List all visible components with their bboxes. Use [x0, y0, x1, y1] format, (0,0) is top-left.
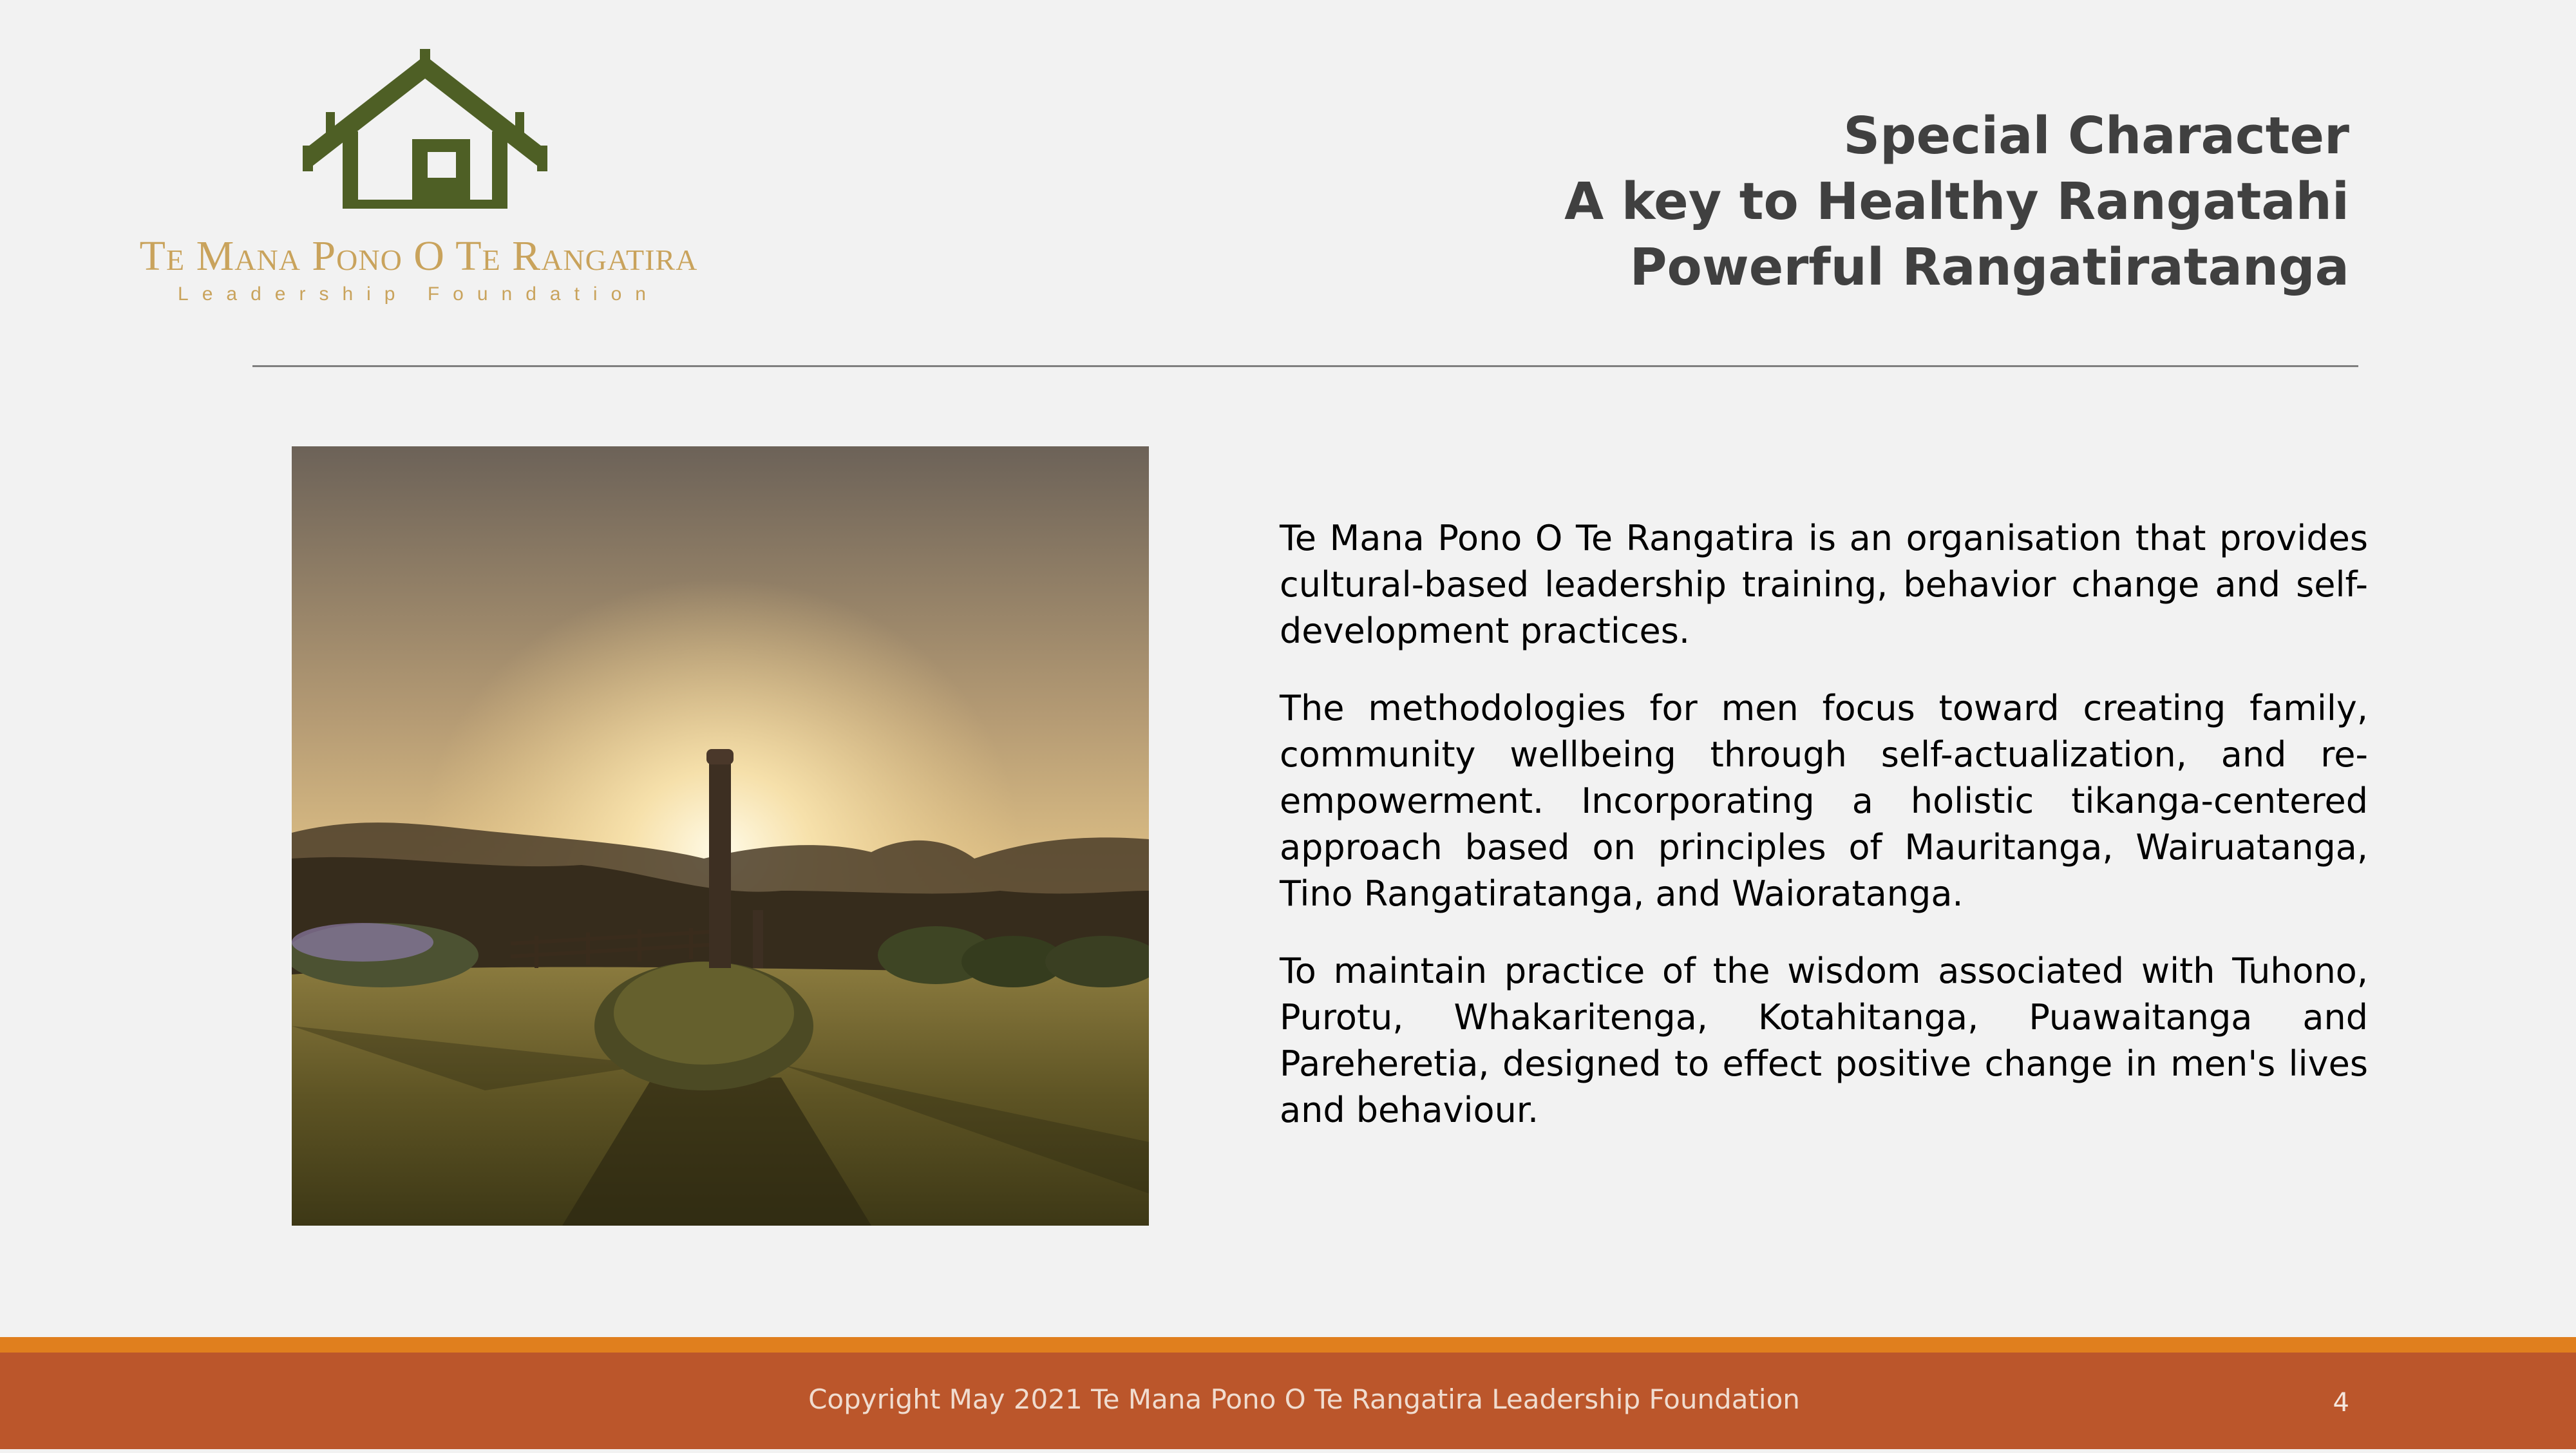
- title-line-3: Powerful Rangatiratanga: [1629, 238, 2349, 297]
- header-divider: [252, 365, 2358, 367]
- logo-name: Te Mana Pono O Te Rangatira: [139, 233, 698, 280]
- page-number: 4: [2333, 1388, 2349, 1418]
- footer-stripe: [0, 1337, 2576, 1353]
- paragraph-3: To maintain practice of the wisdom associated with Tuhono, Purotu, Whakaritenga, Kotahitanga, Puawaitanga and Pareheretia, designed to effect positive change in men's lives and behaviour.: [1280, 951, 2368, 1130]
- title-line-1: Special Character: [1843, 106, 2349, 166]
- paragraph-2: The methodologies for men focus toward creating family, community wellbeing through self-actualization, and re-empowerment. Incorporating a holistic tikanga-centered approach based on principles of Mauritanga, Wairuatanga, Tino Rangatiratanga, and Waioratanga.: [1280, 688, 2368, 914]
- body-text: [1280, 515, 2368, 1164]
- logo: [71, 45, 766, 316]
- landscape-photo: [292, 446, 1149, 1226]
- logo-subtitle: Leadership Foundation: [178, 283, 659, 305]
- title-line-2: A key to Healthy Rangatahi: [1564, 172, 2349, 231]
- house-icon: [290, 49, 560, 216]
- slide-title: [1255, 103, 2349, 300]
- footer: [0, 1353, 2576, 1449]
- paragraph-1: Te Mana Pono O Te Rangatira is an organisation that provides cultural-based leadership training, behavior change and self-development practices.: [1280, 518, 2368, 651]
- copyright-text: Copyright May 2021 Te Mana Pono O Te Rangatira Leadership Foundation: [808, 1383, 1800, 1415]
